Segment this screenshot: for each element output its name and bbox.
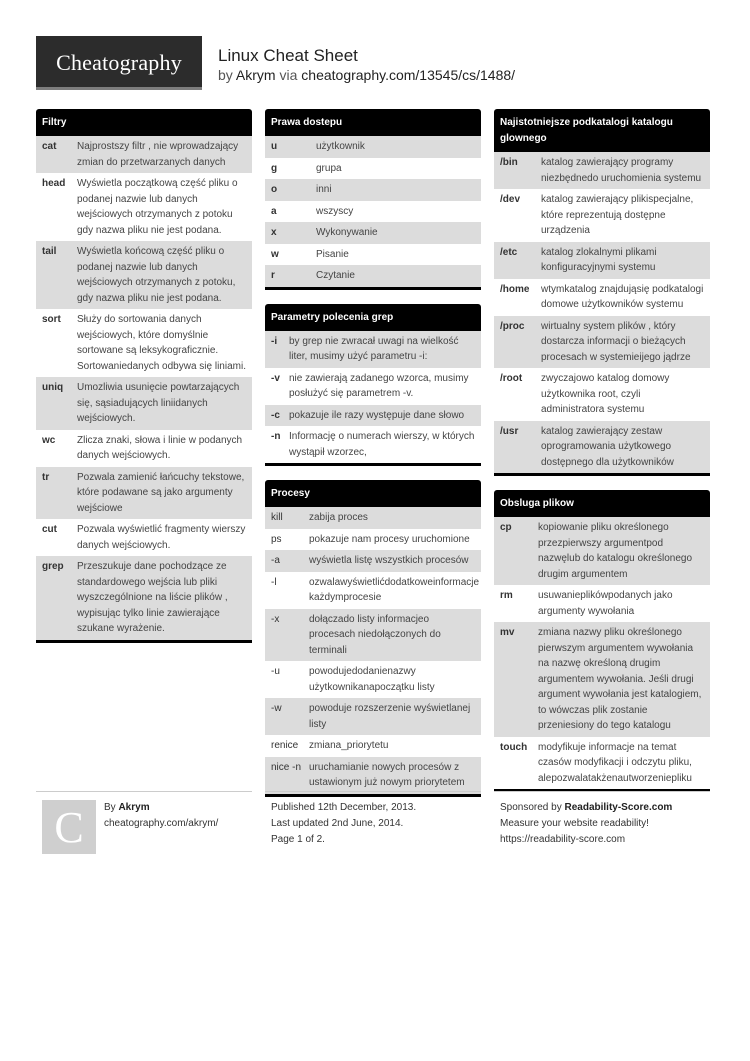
footer-divider <box>265 791 481 792</box>
table-row <box>36 467 252 520</box>
table-row <box>36 173 252 241</box>
logo-text: Cheatography <box>56 50 182 75</box>
row-value: katalog zawierający plikispecjalne, które reprezentują dostępne urządzenia <box>541 194 694 236</box>
table-row <box>494 622 710 737</box>
row-value: zmiana nazwy pliku określonego pierwszym argumentem wywołania na nazwę określoną drugim argumentem wywołania. Jeśli drugi argument wywołania jest katalogiem, to wówczas plik zostanie przeniesiony do tego katalogu <box>538 627 702 731</box>
section-title: Obsluga plikow <box>494 490 710 517</box>
published-date: Published 12th December, 2013. <box>271 802 417 813</box>
row-value: uruchamianie nowych procesów z ustawionym już nowym priorytetem <box>309 761 465 788</box>
row-value: Najprostszy filtr , nie wprowadzający zmian do przetwarzanych danych <box>77 141 239 168</box>
row-key: rm <box>500 590 513 601</box>
row-key: x <box>271 227 277 238</box>
row-value: wyświetla listę wszystkich procesów <box>309 555 469 566</box>
row-value: katalog zlokalnymi plikami konfiguracyjnymi systemu <box>541 246 657 273</box>
row-key: /bin <box>500 157 518 168</box>
row-key: /home <box>500 283 530 295</box>
row-key: renice <box>271 740 299 751</box>
row-key: kill <box>271 512 283 523</box>
table-row <box>265 179 481 201</box>
section-title: Parametry polecenia grep <box>265 304 481 331</box>
table-row <box>494 737 710 790</box>
cheatography-logo[interactable] <box>36 36 202 90</box>
table-row <box>494 279 710 316</box>
row-value: Umozliwia usunięcie powtarzających się, sąsiadujących liniidanych wejściowych. <box>77 382 240 424</box>
table-row <box>494 421 710 474</box>
table-row <box>36 377 252 430</box>
table-row <box>36 556 252 640</box>
row-value: Czytanie <box>316 270 355 281</box>
row-value: Informację o numerach wierszy, w których wystąpił wzorzec, <box>289 431 475 458</box>
sponsored-label: Sponsored by <box>500 802 562 813</box>
table-row <box>265 529 481 551</box>
footer-divider <box>36 791 252 792</box>
row-key: -v <box>271 372 280 384</box>
row-value: by grep nie zwracał uwagi na wielkość liter, musimy użyć parametru -i: <box>289 335 459 362</box>
row-value: dołączado listy informacjeo procesach niedołączonych do terminali <box>309 613 441 656</box>
row-value: powoduje rozszerzenie wyświetlanej listy <box>309 703 471 730</box>
table-row <box>494 189 710 242</box>
table-row <box>36 309 252 377</box>
avatar <box>42 800 96 854</box>
row-key: u <box>271 141 278 152</box>
row-key: sort <box>42 314 61 325</box>
row-key: -u <box>271 666 280 677</box>
row-key: cp <box>500 522 512 533</box>
table-row <box>265 222 481 244</box>
row-key: tr <box>42 471 50 483</box>
row-key: cat <box>42 141 57 152</box>
row-key: o <box>271 184 278 195</box>
row-key: -x <box>271 613 280 625</box>
table-row <box>265 158 481 180</box>
table-row <box>36 519 252 556</box>
byline <box>218 67 515 83</box>
sponsor-url-link[interactable]: https://readability-score.com <box>500 834 626 845</box>
section-title: Prawa dostepu <box>265 109 481 136</box>
row-key: r <box>271 270 275 281</box>
table-row <box>265 609 481 662</box>
footer-divider <box>494 791 710 792</box>
row-value: katalog zawierający programy niezbędnedo uruchomienia systemu <box>541 157 702 184</box>
table-row <box>265 507 481 529</box>
section-procesy <box>265 480 481 797</box>
row-key: a <box>271 205 277 217</box>
row-value: katalog zawierający zestaw oprogramowania użytkowego dostępnego dla użytkowników <box>541 425 674 468</box>
row-key: /dev <box>500 194 521 205</box>
row-key: nice -n <box>271 761 302 773</box>
row-value: wirtualny system plików , który dostarcza informacji o bieżących procesach w systemieijego jądrze <box>541 320 691 363</box>
table-row <box>494 517 710 585</box>
row-value: wszyscy <box>316 205 354 217</box>
table-row <box>265 265 481 287</box>
table-row <box>494 585 710 622</box>
row-key: /root <box>500 373 523 384</box>
row-key: g <box>271 162 278 174</box>
author-url-link[interactable]: cheatography.com/akrym/ <box>104 818 219 829</box>
section-end-bar <box>265 794 481 797</box>
row-value: ozwalawyświetlićdodatkoweinformacje każdymprocesie <box>309 576 480 603</box>
avatar-letter: C <box>54 802 84 852</box>
table-row <box>265 426 481 463</box>
section-end-bar <box>265 287 481 290</box>
table-row <box>265 757 481 794</box>
section-title: Najistotniejsze podkatalogi katalogu glownego <box>494 109 710 152</box>
row-value: Wyświetla końcową część pliku o podanej nazwie lub danych wejściowych otrzymanych z potoku, gdy nazwa pliku nie jest podana. <box>77 246 236 304</box>
row-value: Zlicza znaki, słowa i linie w podanych danych wejściowych. <box>77 434 243 461</box>
section-end-bar <box>36 640 252 643</box>
row-key: head <box>42 178 66 189</box>
row-value: Pozwala wyświetlić fragmenty wierszy danych wejściowych. <box>77 524 246 551</box>
table-row <box>494 242 710 279</box>
author-info <box>104 800 218 832</box>
table-row <box>36 430 252 467</box>
row-key: -i <box>271 335 278 347</box>
row-key: /proc <box>500 320 525 332</box>
column-3 <box>494 109 710 806</box>
table-row <box>265 735 481 757</box>
row-key: grep <box>42 561 64 572</box>
row-key: wc <box>42 434 56 446</box>
page-number: Page 1 of 2. <box>271 834 325 845</box>
row-value: grupa <box>316 162 342 174</box>
table-row <box>265 550 481 572</box>
footer-author-link[interactable]: Akrym <box>118 802 150 813</box>
table-row <box>265 661 481 698</box>
table-row <box>36 241 252 309</box>
row-key: tail <box>42 246 57 257</box>
page-title: Linux Cheat Sheet <box>218 46 358 65</box>
row-value: Wykonywanie <box>316 227 378 238</box>
row-value: Przeszukuje dane pochodzące ze standardowego wejścia lub pliki wyszczególnione na liście plików , wypisując tylko linie zawierające szukane wyrażenie. <box>77 561 228 634</box>
section-end-bar <box>265 463 481 466</box>
section-prawa-dostepu <box>265 109 481 290</box>
row-value: Wyświetla początkową część pliku o podanej nazwie lub danych wejściowych otrzymanych z potoku gdy nazwa pliku nie jest podana. <box>77 178 238 236</box>
table-row <box>494 316 710 369</box>
table-row <box>265 572 481 609</box>
sponsor-tagline: Measure your website readability! <box>500 818 649 829</box>
row-value: zabija proces <box>309 512 368 523</box>
sponsor-link[interactable]: Readability-Score.com <box>564 802 673 813</box>
row-key: -n <box>271 431 281 442</box>
section-end-bar <box>494 473 710 476</box>
by-label: by <box>218 67 233 83</box>
sponsor-line <box>500 800 672 816</box>
row-key: /usr <box>500 425 519 437</box>
row-value: pokazuje ile razy występuje dane słowo <box>289 409 465 421</box>
row-value: nie zawierają zadanego wzorca, musimy posłużyć się parametrem -v. <box>289 372 469 399</box>
row-key: uniq <box>42 382 64 393</box>
footer-sponsor <box>500 800 672 848</box>
row-key: touch <box>500 741 528 753</box>
row-key: -w <box>271 703 282 714</box>
table-row <box>265 244 481 266</box>
section-obsluga-plikow <box>494 490 710 792</box>
table-row <box>265 405 481 427</box>
row-key: mv <box>500 627 515 638</box>
row-value: kopiowanie pliku określonego przezpierwszy argumentpod nazwęlub do katalogu określonego drugim argumentem <box>538 522 692 580</box>
section-parametry-grep <box>265 304 481 467</box>
section-filtry <box>36 109 252 643</box>
row-value: Pozwala zamienić łańcuchy tekstowe, które podawane są jako argumenty wejściowe <box>77 471 245 514</box>
column-2 <box>265 109 481 811</box>
row-key: cut <box>42 524 57 535</box>
row-value: modyfikuje informacje na temat czasów modyfikacji i odczytu pliku, alepozwalatakżenautworzenieplik​u <box>538 741 692 784</box>
table-row <box>265 331 481 368</box>
footer-publication <box>271 800 416 848</box>
by-label: By <box>104 802 116 813</box>
row-key: ps <box>271 533 282 545</box>
row-key: w <box>271 248 279 260</box>
updated-date: Last updated 2nd June, 2014. <box>271 818 404 829</box>
row-key: -a <box>271 555 280 566</box>
table-row <box>265 136 481 158</box>
row-key: -c <box>271 409 280 421</box>
row-value: Pisanie <box>316 248 349 260</box>
row-value: pokazuje nam procesy uruchomione <box>309 533 470 545</box>
row-key: -l <box>271 576 277 588</box>
row-value: użytkownik <box>316 141 365 152</box>
section-title: Procesy <box>265 480 481 507</box>
row-key: /etc <box>500 246 518 258</box>
row-value: powodujedodanienazwy użytkownikanapoczątku listy <box>309 666 435 693</box>
table-row <box>494 368 710 421</box>
table-row <box>36 136 252 173</box>
author-link[interactable]: Akrym <box>235 67 276 83</box>
section-title: Filtry <box>36 109 252 136</box>
row-value: usuwanieplikówpodanych jako argumenty wywołania <box>538 590 673 617</box>
section-podkatalogi <box>494 109 710 476</box>
source-url-link[interactable]: cheatography.com/13545/cs/1488/ <box>301 67 516 83</box>
column-1 <box>36 109 252 657</box>
table-row <box>265 201 481 223</box>
table-row <box>265 368 481 405</box>
row-value: inni <box>316 184 332 195</box>
author-line <box>104 800 218 816</box>
via-label: via <box>279 67 298 83</box>
row-value: zwyczajowo katalog domowy użytkownika root, czyli administratora systemu <box>541 373 670 415</box>
row-value: Służy do sortowania danych wejściowych, które domyślnie sortowane są leksykograficznie. Sortowaniedanych odbywa się liniami. <box>77 314 246 372</box>
table-row <box>265 698 481 735</box>
row-value: zmiana_priorytetu <box>309 740 389 751</box>
row-value: wtymkatalog znajdująsię podkatalogi domowe użytkowników systemu <box>541 283 704 310</box>
table-row <box>494 152 710 189</box>
